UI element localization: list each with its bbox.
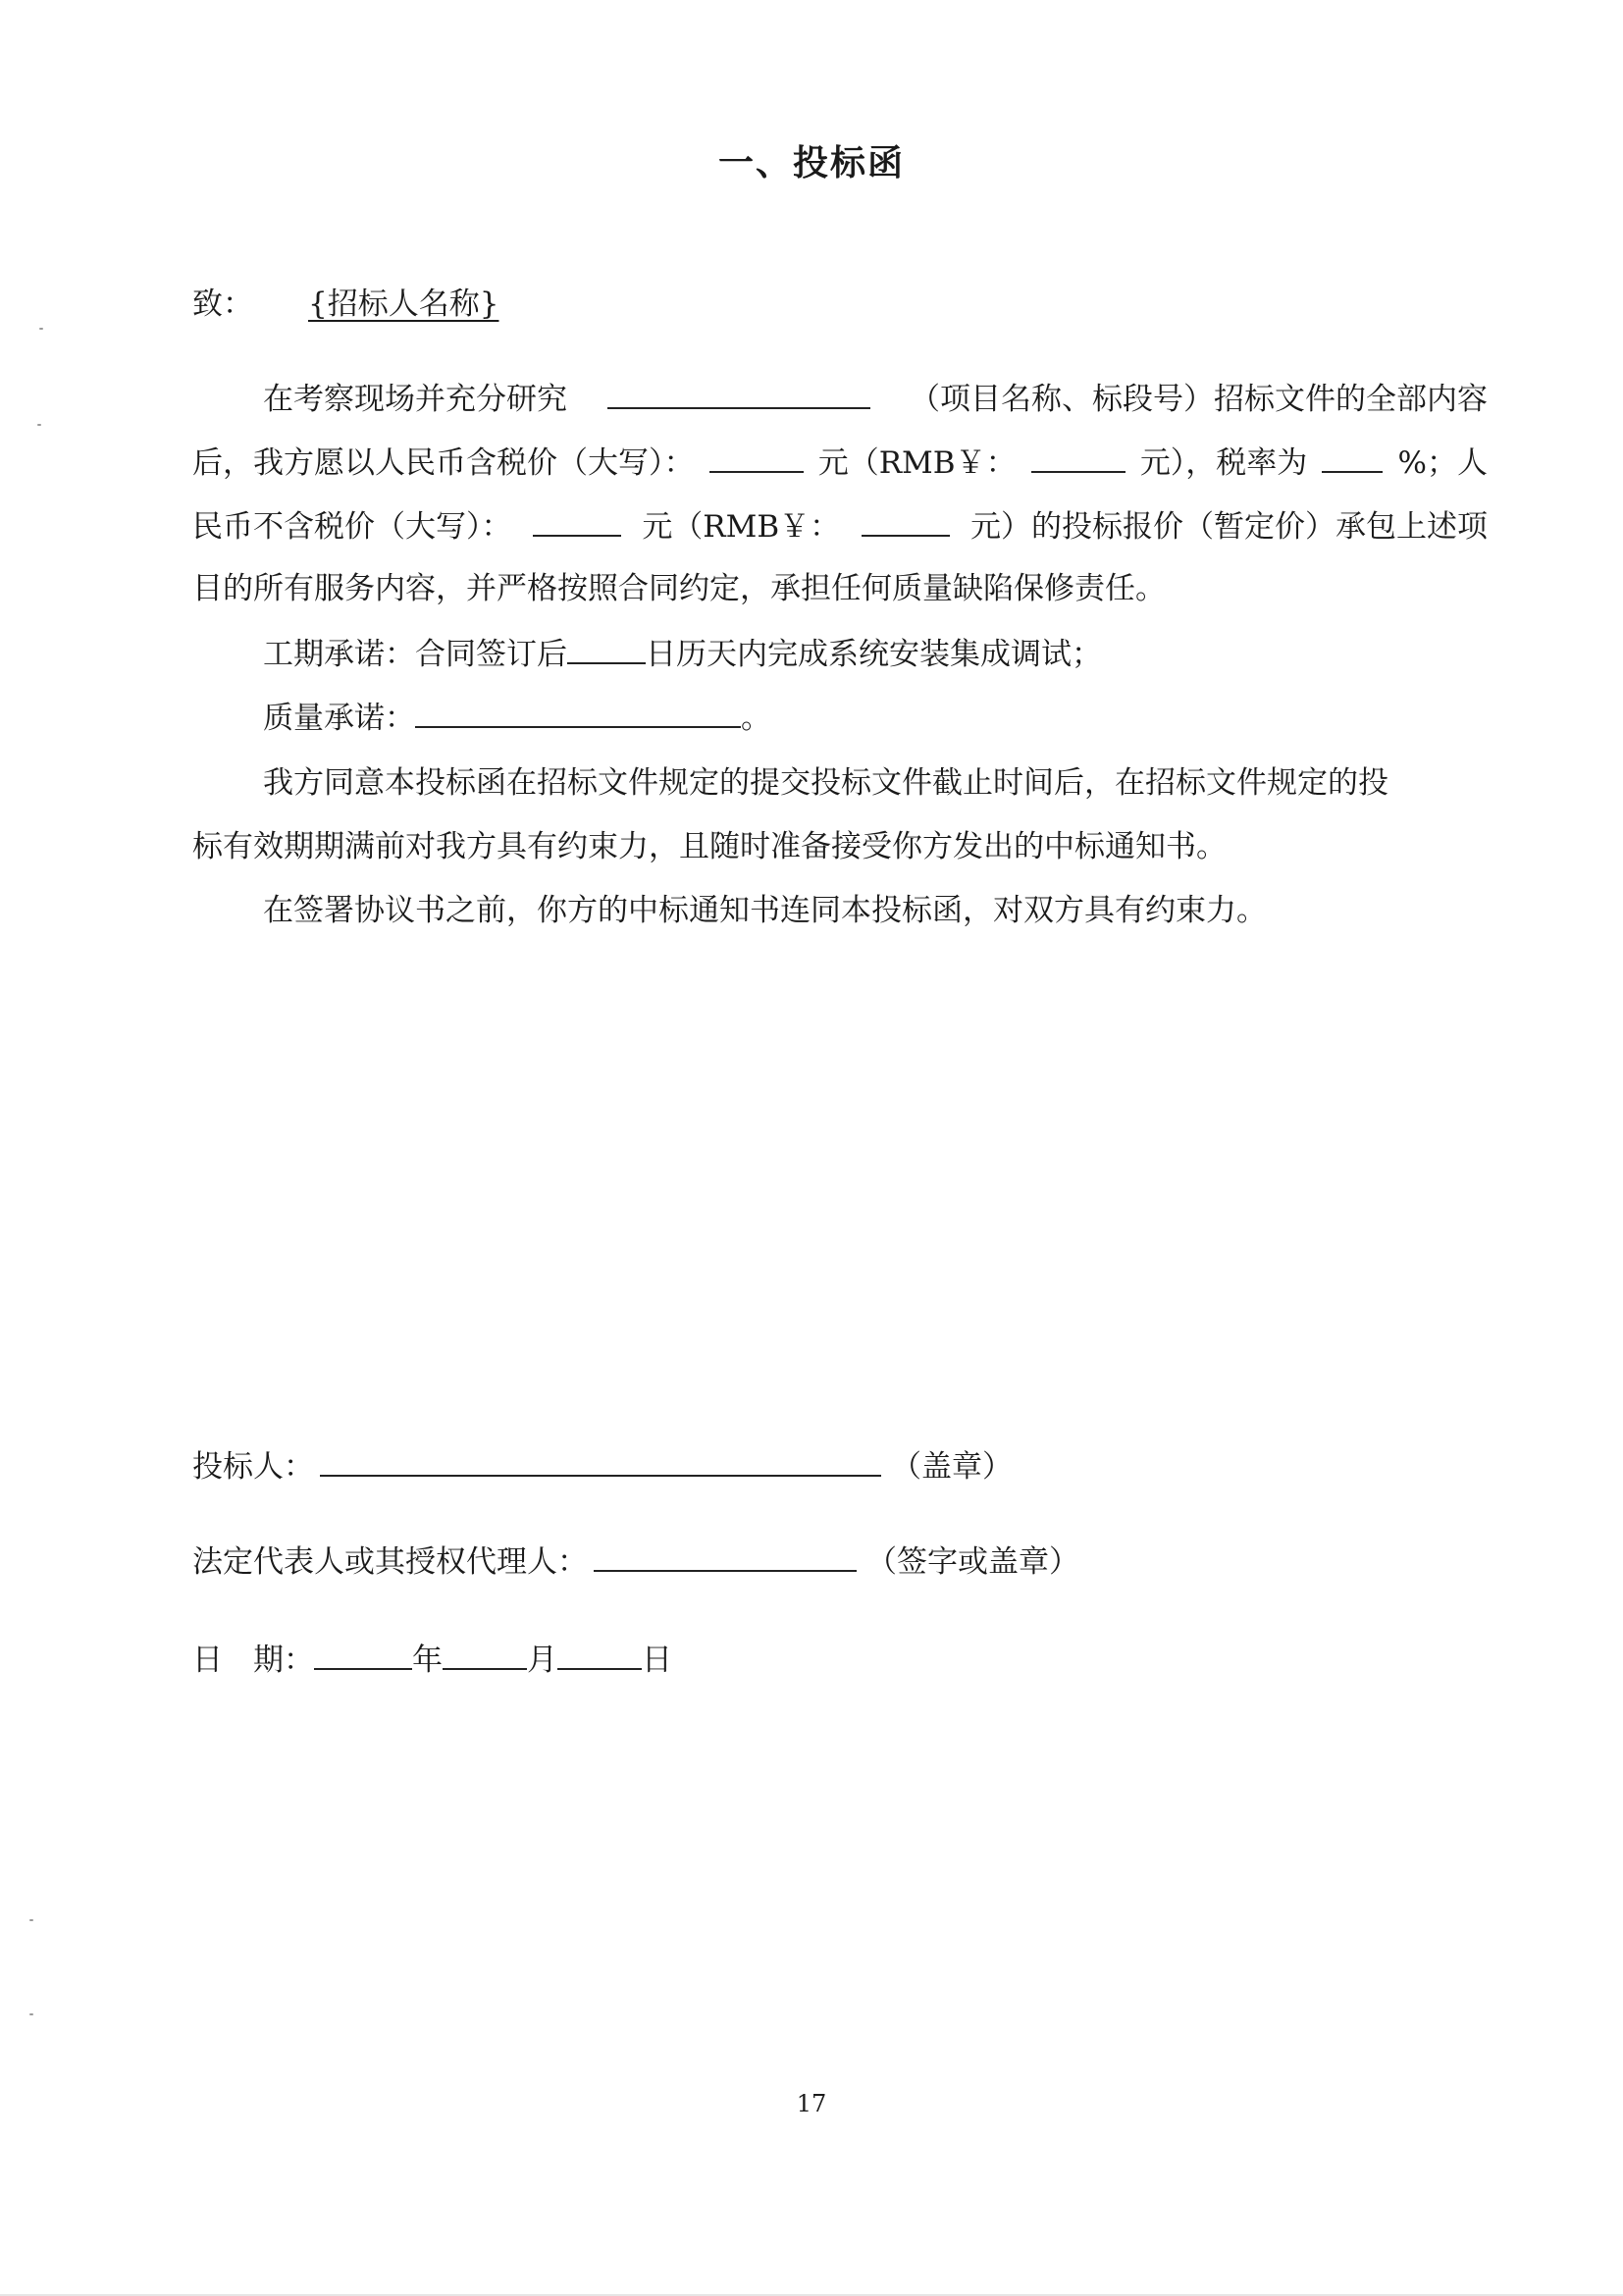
bidder-note: （盖章）	[891, 1449, 1013, 1485]
date-line	[192, 1639, 672, 1680]
quality-b: 。	[741, 701, 771, 736]
addressee-label: 致：	[192, 287, 253, 322]
scan-speck	[29, 2013, 33, 2015]
para1-line3-a: 民币不含税价（大写）：	[192, 509, 512, 545]
day-blank	[557, 1639, 642, 1670]
quality-line	[263, 697, 771, 738]
bidder-blank	[320, 1445, 881, 1477]
tax-rate-blank	[1322, 442, 1383, 473]
representative-blank	[594, 1540, 857, 1572]
tax-excl-amount-blank	[533, 505, 621, 537]
date-label: 日 期：	[192, 1643, 314, 1678]
year-blank	[314, 1639, 412, 1670]
representative-note: （签字或盖章）	[866, 1544, 1079, 1580]
schedule-days-blank	[567, 633, 646, 664]
tax-excl-rmb-blank	[862, 505, 950, 537]
para1-line1	[263, 378, 1488, 419]
addressee-line	[192, 285, 498, 324]
para1-line2-a: 后，我方愿以人民币含税价（大写）：	[192, 445, 695, 481]
year-label: 年	[412, 1643, 443, 1678]
para1-line4: 目的所有服务内容，并严格按照合同约定，承担任何质量缺陷保修责任。	[192, 571, 1166, 606]
scan-speck	[29, 1919, 33, 1921]
bidder-line	[192, 1445, 1013, 1487]
para2-line2: 标有效期期满前对我方具有约束力，且随时准备接受你方发出的中标通知书。	[192, 829, 1227, 864]
schedule-b: 日历天内完成系统安装集成调试；	[646, 637, 1102, 672]
schedule-line	[263, 633, 1102, 674]
para1-line3	[192, 505, 1488, 547]
para1-line2	[192, 442, 1488, 483]
month-blank	[443, 1639, 527, 1670]
scan-speck	[39, 328, 43, 330]
para1-line2-d: %；人	[1397, 445, 1488, 481]
para1-line3-b: 元（RMB￥：	[642, 509, 841, 545]
schedule-a: 工期承诺：合同签订后	[263, 637, 567, 672]
para2-line1: 我方同意本投标函在招标文件规定的提交投标文件截止时间后，在招标文件规定的投	[263, 765, 1388, 801]
document-title: 一、投标函	[717, 142, 905, 183]
representative-line	[192, 1540, 1079, 1582]
para1-line2-b: 元（RMB￥：	[817, 445, 1017, 481]
bidder-label: 投标人：	[192, 1449, 314, 1485]
para1-line2-c: 元），税率为	[1139, 445, 1308, 481]
tax-incl-amount-blank	[709, 442, 804, 473]
tax-incl-rmb-blank	[1031, 442, 1126, 473]
para1-line3-c: 元）的投标报价（暂定价）承包上述项	[970, 509, 1488, 545]
project-name-blank	[607, 378, 870, 409]
quality-a: 质量承诺：	[263, 701, 415, 736]
addressee-value: {招标人名称}	[308, 287, 499, 322]
para3-line: 在签署协议书之前，你方的中标通知书连同本投标函，对双方具有约束力。	[263, 893, 1267, 928]
month-label: 月	[527, 1643, 557, 1678]
para1-line1-b: （项目名称、标段号）招标文件的全部内容	[910, 382, 1488, 417]
day-label: 日	[642, 1643, 672, 1678]
scan-speck	[37, 424, 41, 426]
quality-blank	[415, 697, 741, 728]
representative-label: 法定代表人或其授权代理人：	[192, 1544, 588, 1580]
page-number: 17	[796, 2090, 827, 2117]
para1-line1-a: 在考察现场并充分研究	[263, 382, 567, 417]
